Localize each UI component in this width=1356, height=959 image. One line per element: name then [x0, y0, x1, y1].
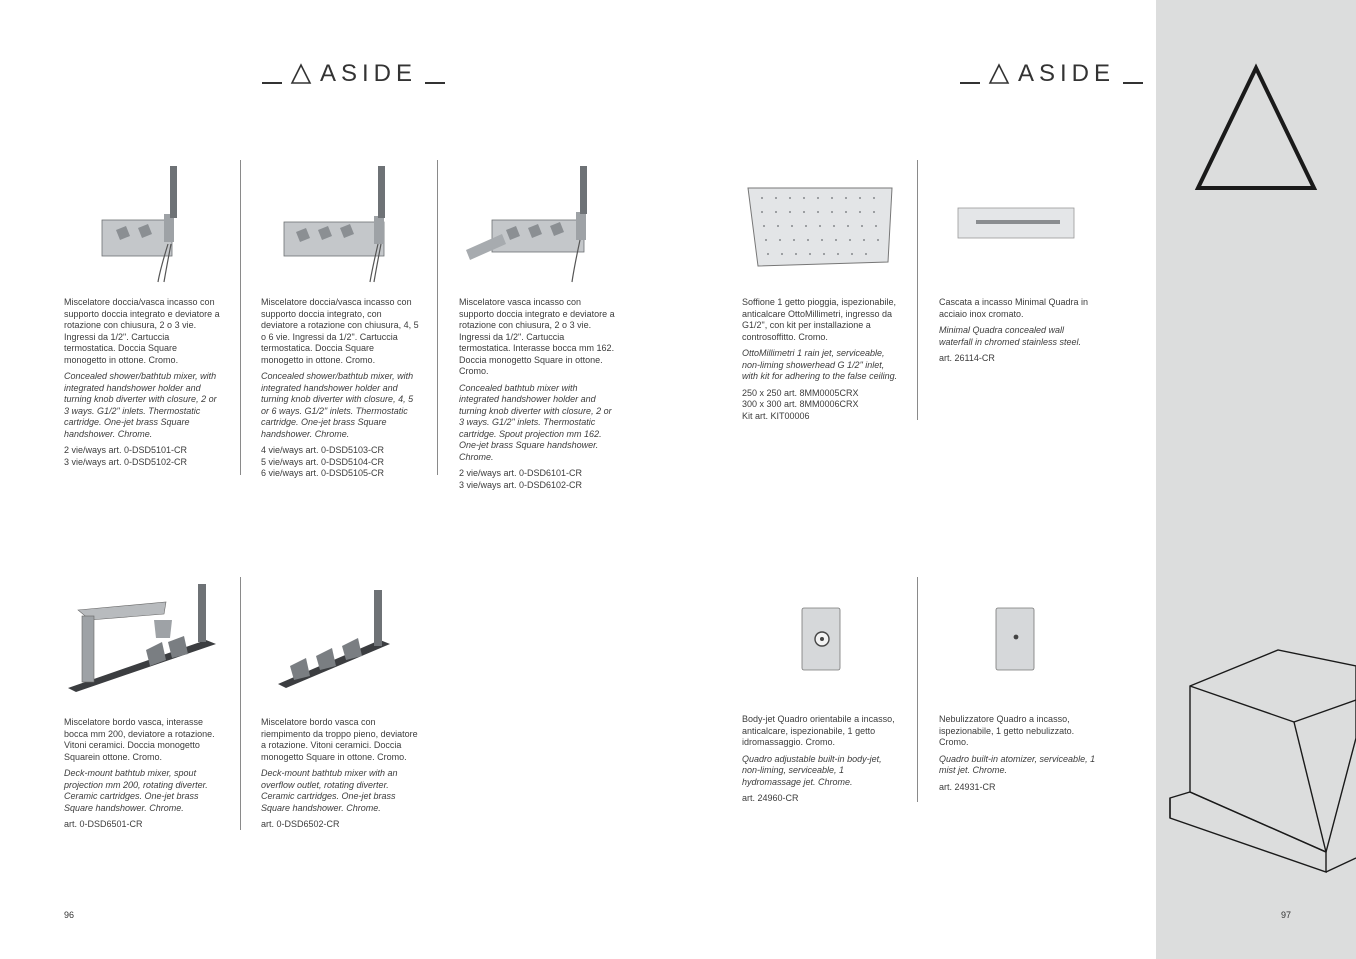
- column-divider: [437, 160, 438, 475]
- column-divider: [917, 160, 918, 420]
- article-code: 3 vie/ways art. 0-DSD6102-CR: [459, 479, 583, 490]
- page-number-right: 97: [1281, 910, 1292, 920]
- large-triangle-icon: [1198, 68, 1314, 188]
- sidebar-decoration: [1156, 0, 1356, 959]
- deck-mixer-image: [276, 588, 396, 692]
- column-divider: [240, 160, 241, 475]
- logo-dash: [425, 82, 445, 84]
- product-article-codes: [261, 445, 419, 480]
- atomizer-image: [994, 606, 1038, 672]
- product-description-en: Quadro built-in atomizer, serviceable, 1 mist jet. Chrome.: [939, 753, 1096, 775]
- product-description-it: Miscelatore vasca incasso con supporto doccia integrato e deviatore a rotazione con chiusura, 2 o 3 vie. Ingressi da 1/2". Cartuccia termostatica. Interasse bocca mm 162. Doccia monogetto Square in ottone. Cromo.: [459, 297, 615, 376]
- product-description-en: Minimal Quadra concealed wall waterfall in chromed stainless steel.: [939, 325, 1082, 347]
- article-code: 3 vie/ways art. 0-DSD5102-CR: [64, 456, 188, 467]
- product-article-codes: [939, 782, 1097, 794]
- product-description-en: Deck-mount bathtub mixer with an overflow outlet, rotating diverter. Ceramic cartridges. One-jet brass Square handshower. Chrome.: [261, 768, 398, 813]
- product-description-it: Soffione 1 getto pioggia, ispezionabile, anticalcare OttoMillimetri, ingresso da G1/2", con kit per installazione a controsoffitto. Cromo.: [742, 297, 896, 342]
- article-code: 2 vie/ways art. 0-DSD6101-CR: [459, 468, 583, 478]
- product-article-codes: [64, 445, 222, 468]
- shower-mixer-image: [98, 162, 180, 284]
- deck-mixer-image: [66, 580, 218, 694]
- article-code: art. 0-DSD6502-CR: [261, 819, 340, 829]
- brand-name: ASIDE: [1018, 60, 1116, 87]
- article-code: art. 26114-CR: [939, 353, 995, 363]
- product-description-it: Miscelatore doccia/vasca incasso con supporto doccia integrato, con deviatore a rotazione con chiusura, 4, 5 o 6 vie. Ingressi da 1/2". Cartuccia termostatica. Doccia Square monogetto in ottone. Cromo.: [261, 297, 419, 365]
- product-card: [459, 297, 617, 491]
- product-description-it: Cascata a incasso Minimal Quadra in acciaio inox cromato.: [939, 297, 1089, 319]
- product-article-codes: [64, 819, 222, 831]
- sidebar-panel: [1156, 0, 1356, 959]
- product-description-en: Concealed shower/bathtub mixer, with integrated handshower holder and turning knob diverter with closure, 4, 5 or 6 ways. G1/2" inlets. Thermostatic cartridge. One-jet brass Square handshower. Chrome.: [261, 371, 414, 439]
- rain-showerhead-image: [742, 184, 896, 270]
- article-code: 300 x 300 art. 8MM0006CRX: [742, 399, 859, 409]
- product-description-it: Miscelatore bordo vasca con riempimento da troppo pieno, deviatore a rotazione. Vitoni ceramici. Doccia monogetto Square in ottone. Cromo.: [261, 717, 418, 762]
- product-description-it: Body-jet Quadro orientabile a incasso, anticalcare, ispezionabile, 1 getto idromassaggio. Cromo.: [742, 714, 895, 747]
- product-article-codes: [261, 819, 419, 831]
- article-code: art. 24931-CR: [939, 781, 996, 792]
- article-code: 250 x 250 art. 8MM0005CRX: [742, 387, 859, 398]
- shower-mixer-image: [280, 162, 392, 284]
- aside-logo-right: [960, 60, 1143, 88]
- page-number-left: 96: [64, 910, 75, 920]
- product-description-en: Concealed bathtub mixer with integrated handshower holder and turning knob diverter with closure, 2 or 3 ways. G1/2" inlets. Thermostatic cartridge. Spout projection mm 162. One-jet brass Square handshower. Chrome.: [459, 382, 612, 462]
- brand-name: ASIDE: [320, 60, 418, 87]
- product-article-codes: [742, 388, 900, 423]
- body-jet-image: [800, 606, 844, 672]
- product-article-codes: [742, 793, 900, 805]
- product-description-en: Quadro adjustable built-in body-jet, non-liming, serviceable, 1 hydromassage jet. Chrome.: [742, 753, 882, 787]
- product-card: [742, 297, 900, 422]
- product-article-codes: [939, 353, 1097, 365]
- product-description-en: Concealed shower/bathtub mixer, with integrated handshower holder and turning knob diverter with closure, 2 or 3 ways. G1/2" inlets. Thermostatic cartridge. One-jet brass Square handshower. Chrome.: [64, 371, 217, 439]
- product-description-it: Nebulizzatore Quadro a incasso, ispezionabile, 1 getto nebulizzato. Cromo.: [939, 714, 1075, 747]
- product-description-it: Miscelatore doccia/vasca incasso con supporto doccia integrato e deviatore a rotazione con chiusura, 2 o 3 vie. Ingressi da 1/2". Cartuccia termostatica. Doccia Square monogetto in ottone. Cromo.: [64, 297, 220, 365]
- logo-dash: [960, 82, 980, 84]
- product-card: [939, 297, 1097, 365]
- article-code: 4 vie/ways art. 0-DSD5103-CR: [261, 445, 385, 455]
- article-code: 2 vie/ways art. 0-DSD5101-CR: [64, 445, 188, 455]
- product-card: [64, 717, 222, 831]
- aside-logo-left: [262, 60, 445, 88]
- product-article-codes: [459, 468, 617, 491]
- article-code: art. 24960-CR: [742, 793, 799, 803]
- waterfall-image: [956, 206, 1078, 240]
- article-code: art. 0-DSD6501-CR: [64, 819, 143, 829]
- product-description-it: Miscelatore bordo vasca, interasse bocca mm 200, deviatore a rotazione. Vitoni ceramici. Doccia monogetto Squarein ottone. Cromo.: [64, 717, 215, 762]
- column-divider: [240, 577, 241, 830]
- product-card: [261, 717, 419, 831]
- product-description-en: Deck-mount bathtub mixer, spout projection mm 200, rotating diverter. Ceramic cartridges. One-jet brass Square handshower. Chrome.: [64, 768, 208, 813]
- product-description-en: OttoMillimetri 1 rain jet, serviceable, non-liming showerhead G 1/2" inlet, with kit for adhering to the false ceiling.: [742, 348, 898, 381]
- product-card: [64, 297, 222, 468]
- logo-dash: [262, 82, 282, 84]
- bathtub-mixer-image: [462, 164, 590, 284]
- product-card: [261, 297, 419, 480]
- article-code: 5 vie/ways art. 0-DSD5104-CR: [261, 456, 385, 467]
- triangle-logo-icon: [290, 63, 312, 85]
- column-divider: [917, 577, 918, 802]
- article-code: Kit art. KIT00006: [742, 410, 810, 421]
- cube-sketch-image: [1170, 650, 1356, 872]
- article-code: 6 vie/ways art. 0-DSD5105-CR: [261, 468, 385, 478]
- product-card: [939, 714, 1097, 793]
- product-card: [742, 714, 900, 805]
- triangle-logo-icon: [988, 63, 1010, 85]
- logo-dash: [1123, 82, 1143, 84]
